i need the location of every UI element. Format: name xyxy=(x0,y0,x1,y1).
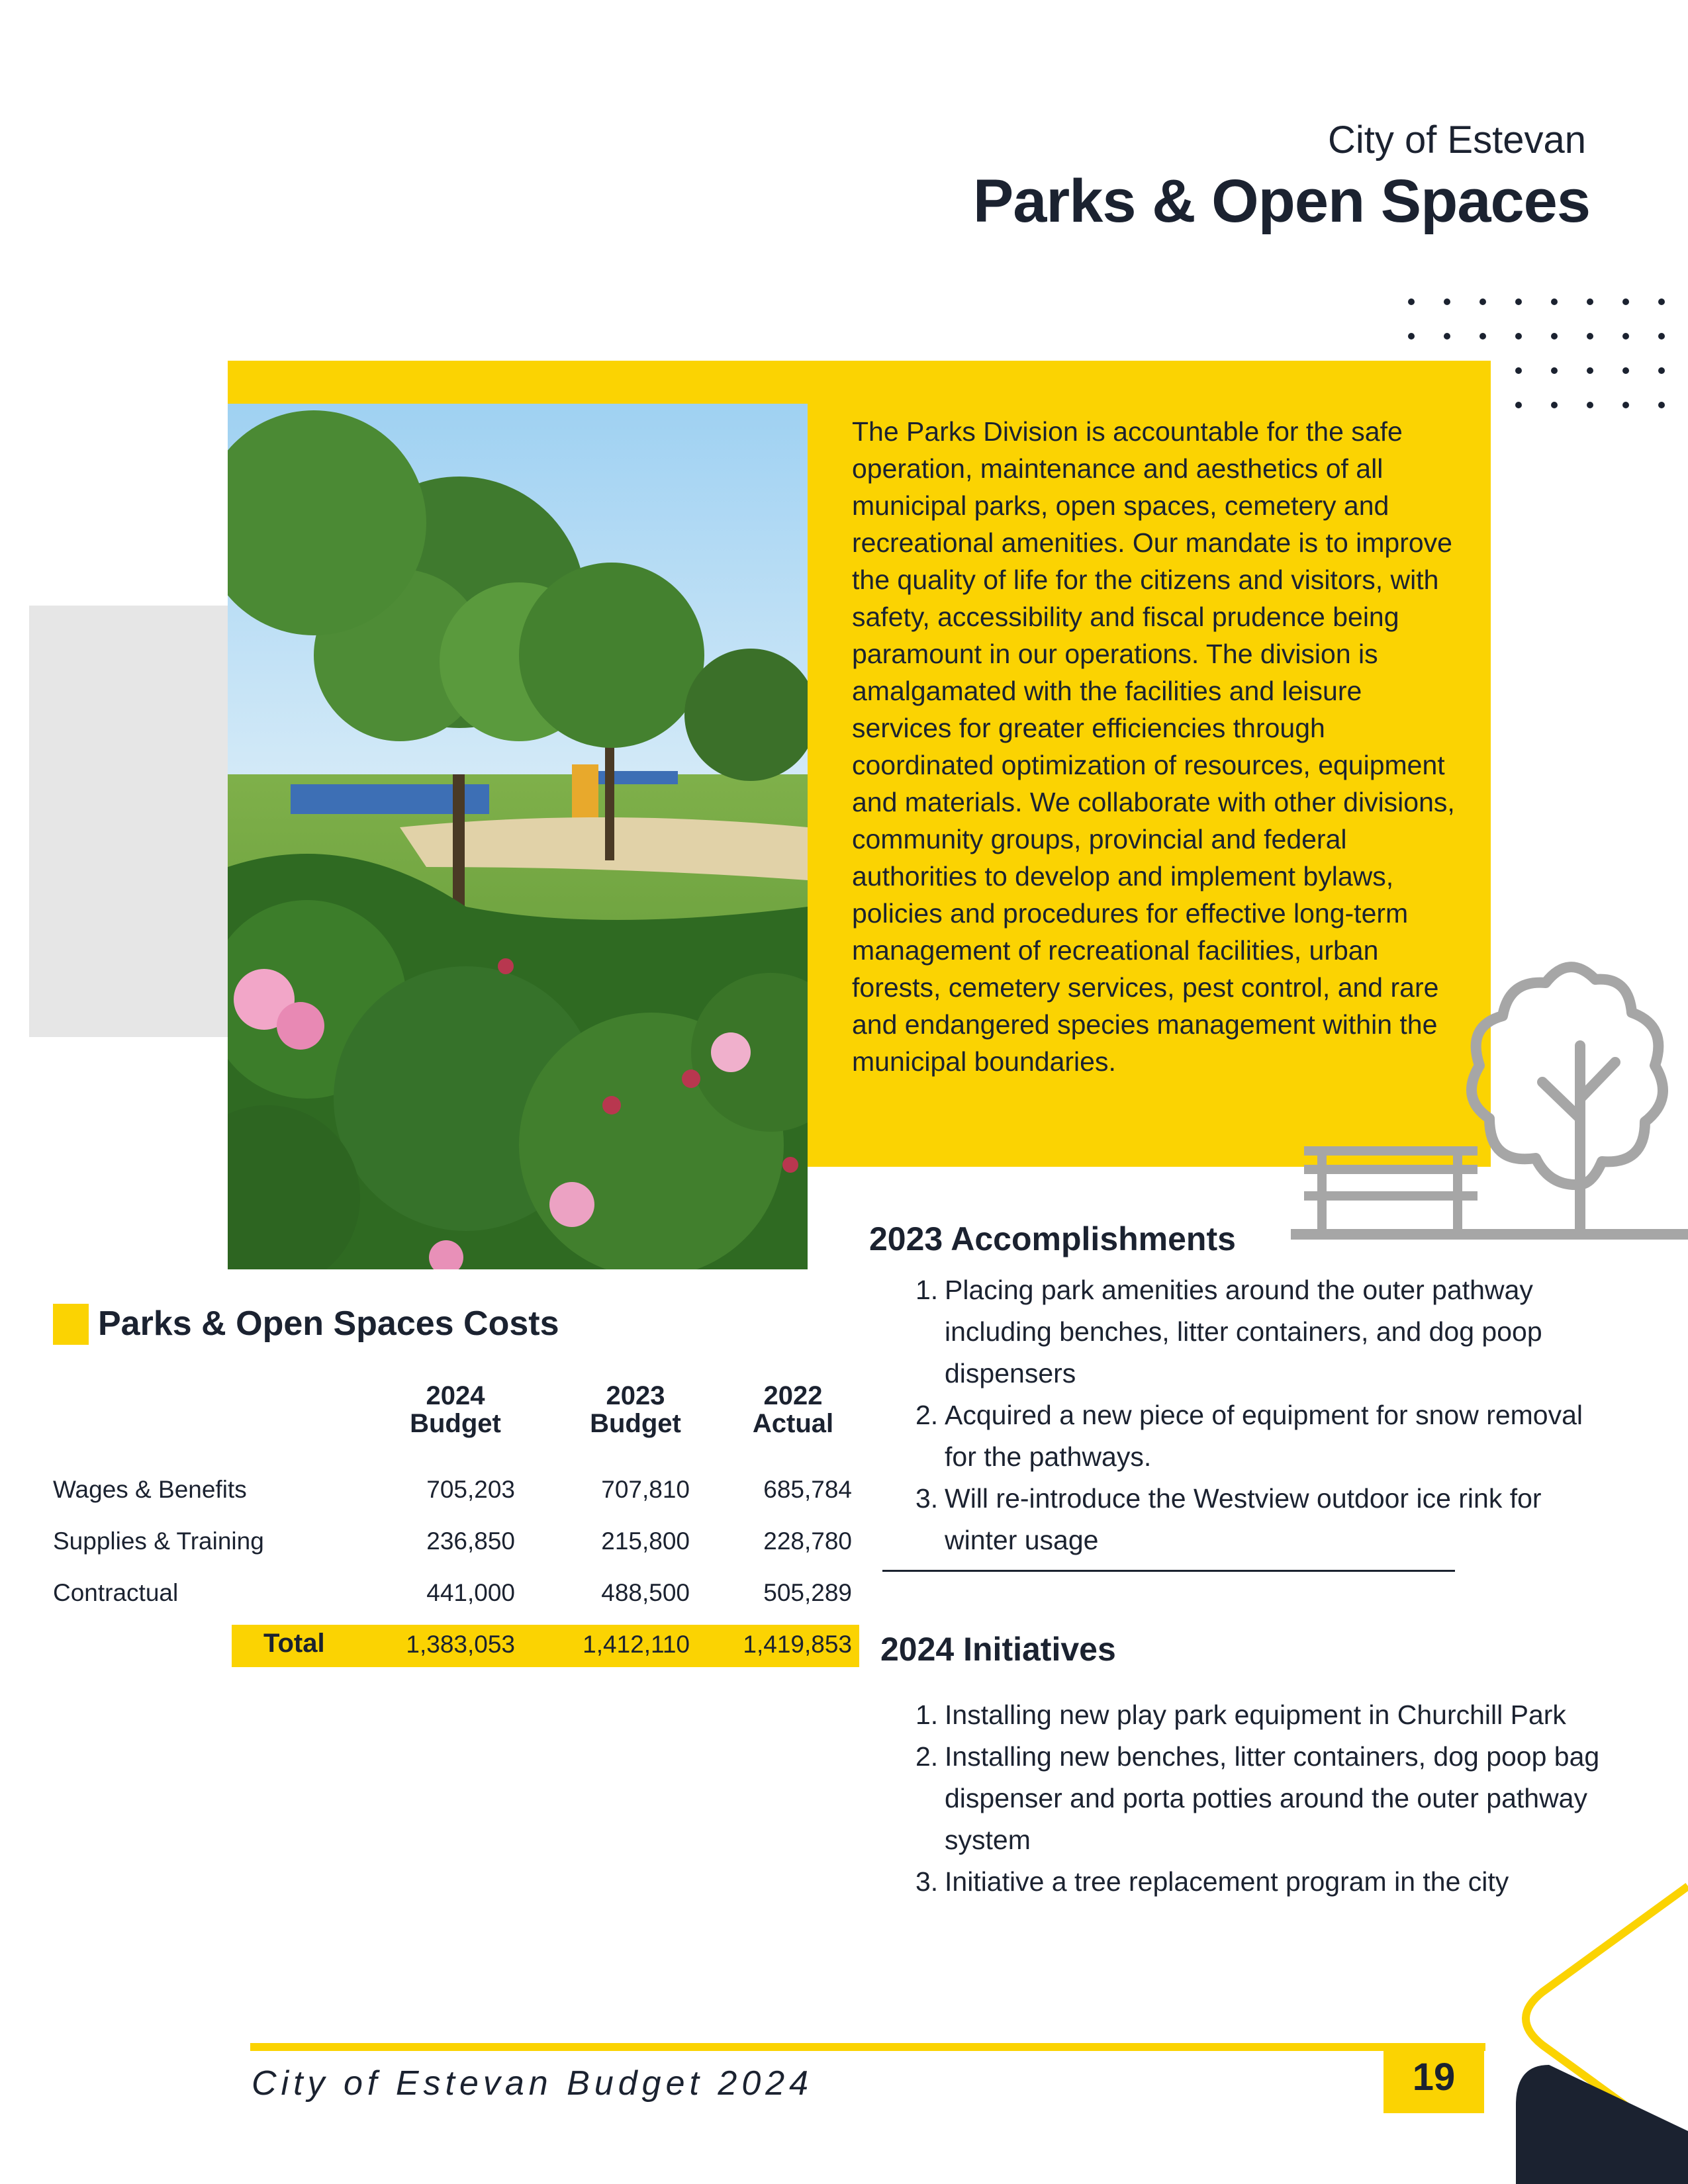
list-number: 2. xyxy=(915,1741,939,1772)
document-subtitle: City of Estevan xyxy=(1327,118,1586,161)
total-cell: 1,412,110 xyxy=(583,1631,690,1658)
column-label: Budget xyxy=(590,1409,681,1438)
list-text: Acquired a new piece of equipment for snow removal for the pathways. xyxy=(945,1400,1583,1472)
table-cell: 505,289 xyxy=(763,1579,852,1606)
table-cell: 228,780 xyxy=(763,1527,852,1555)
corner-decoration xyxy=(1503,1866,1688,2184)
column-label: Actual xyxy=(752,1409,834,1438)
section-divider xyxy=(882,1570,1455,1572)
page-number: 19 xyxy=(1412,2056,1456,2099)
tree-and-bench-icon xyxy=(1291,940,1688,1244)
column-header-2023 xyxy=(569,1382,702,1437)
list-item xyxy=(915,1394,1613,1478)
list-number: 1. xyxy=(915,1700,939,1730)
list-text: Installing new play park equipment in Churchill Park xyxy=(945,1700,1566,1730)
table-cell: 215,800 xyxy=(601,1527,690,1555)
accomplishments-heading: 2023 Accomplishments xyxy=(869,1220,1236,1257)
list-text: Placing park amenities around the outer pathway including benches, litter containers, and dog poop dispensers xyxy=(945,1275,1542,1388)
initiatives-heading: 2024 Initiatives xyxy=(880,1631,1116,1668)
list-number: 3. xyxy=(915,1866,939,1897)
table-cell: 441,000 xyxy=(426,1579,515,1606)
list-number: 1. xyxy=(915,1275,939,1305)
list-item xyxy=(915,1269,1613,1394)
column-header-2024 xyxy=(389,1382,522,1437)
footer-title: City of Estevan Budget 2024 xyxy=(252,2064,814,2103)
column-header-2022 xyxy=(727,1382,859,1437)
grey-accent-block xyxy=(29,606,241,1037)
list-item xyxy=(915,1694,1640,1736)
list-item xyxy=(915,1478,1613,1561)
total-cell: 1,419,853 xyxy=(743,1631,852,1658)
total-cell: 1,383,053 xyxy=(406,1631,515,1658)
list-number: 2. xyxy=(915,1400,939,1430)
column-year: 2023 xyxy=(606,1381,665,1410)
costs-heading: Parks & Open Spaces Costs xyxy=(98,1304,559,1343)
table-cell: 707,810 xyxy=(601,1476,690,1503)
column-year: 2024 xyxy=(426,1381,485,1410)
table-cell: 488,500 xyxy=(601,1579,690,1606)
intro-paragraph: The Parks Division is accountable for the safe operation, maintenance and aesthetics of all municipal parks, open spaces, cemetery and recreational amenities. Our mandate is to improve the quality of life for the citizens and visitors, with safety, accessibility and fiscal prudence being paramount in our operations. The division is amalgamated with the facilities and leisure services for greater efficiencies through coordinated optimization of resources, equipment and materials. We collaborate with other divisions, community groups, provincial and federal authorities to develop and implement bylaws, policies and procedures for effective long-term management of recreational facilities, urban forests, cemetery services, pest control, and rare and endangered species management within the municipal boundaries. xyxy=(852,416,1455,1077)
footer-rule xyxy=(250,2043,1485,2051)
costs-heading-marker xyxy=(53,1304,89,1345)
list-number: 3. xyxy=(915,1483,939,1514)
table-cell: 705,203 xyxy=(426,1476,515,1503)
list-text: Initiative a tree replacement program in the city xyxy=(945,1866,1509,1897)
list-text: Installing new benches, litter containers, dog poop bag dispenser and porta potties around the outer pathway system xyxy=(945,1741,1600,1855)
table-row-label: Contractual xyxy=(53,1579,179,1606)
column-year: 2022 xyxy=(763,1381,823,1410)
list-text: Will re-introduce the Westview outdoor ice rink for winter usage xyxy=(945,1483,1542,1555)
table-cell: 236,850 xyxy=(426,1527,515,1555)
park-photo xyxy=(228,404,808,1269)
table-cell: 685,784 xyxy=(763,1476,852,1503)
total-label: Total xyxy=(263,1629,325,1658)
page-title: Parks & Open Spaces xyxy=(972,167,1590,235)
table-row-label: Supplies & Training xyxy=(53,1527,264,1555)
accomplishments-list xyxy=(915,1269,1613,1561)
table-row-label: Wages & Benefits xyxy=(53,1476,247,1503)
column-label: Budget xyxy=(410,1409,501,1438)
list-item xyxy=(915,1736,1640,1861)
